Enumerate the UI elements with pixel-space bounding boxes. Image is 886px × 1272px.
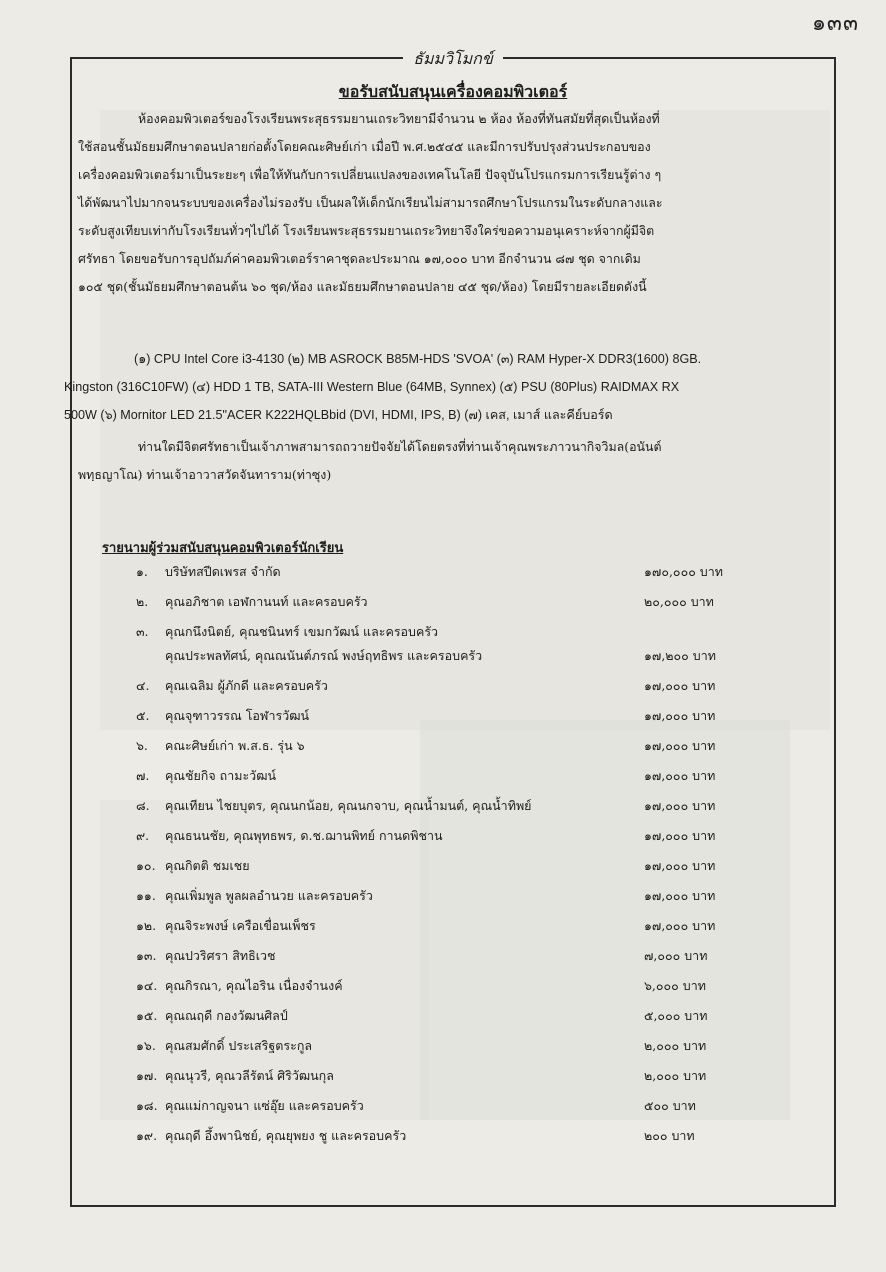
donor-name: คุณกิตติ ชมเชย: [165, 858, 250, 873]
donor-amount: ๑๗,๐๐๐ บาท: [644, 738, 716, 753]
donor-amount: ๑๗,๐๐๐ บาท: [644, 828, 716, 843]
donor-number: ๑๕.: [136, 1008, 158, 1023]
donor-name: คุณกิรณา, คุณไอริน เนื่องจำนงค์: [165, 978, 343, 993]
donor-amount: ๑๗,๐๐๐ บาท: [644, 858, 716, 873]
donor-name: คุณจิระพงษ์ เครือเขื่อนเพ็ชร: [165, 918, 316, 933]
donor-number: ๗.: [136, 768, 150, 783]
donor-row: [72, 1126, 832, 1150]
donor-name: คุณฤดี อึ้งพานิชย์, คุณยุพยง ชู และครอบครัว: [165, 1128, 407, 1143]
donor-number: ๒.: [136, 594, 149, 609]
donor-number: ๑.: [136, 564, 148, 579]
donor-number: ๑๖.: [136, 1038, 156, 1053]
header-title-text: ธัมมวิโมกข์: [403, 49, 503, 68]
donor-name: คณะศิษย์เก่า พ.ส.ธ. รุ่น ๖: [165, 738, 305, 753]
paragraph-line: พทฺธญาโณ) ท่านเจ้าอาวาสวัดจันทาราม(ท่าซุง): [78, 467, 332, 482]
donor-row: [72, 562, 832, 586]
donor-name: คุณนุวรี, คุณวลีรัตน์ ศิริวัฒนกุล: [165, 1068, 334, 1083]
donor-amount: ๑๗,๐๐๐ บาท: [644, 678, 716, 693]
donor-row: [72, 796, 832, 820]
donor-number: ๑๑.: [136, 888, 156, 903]
donor-amount: ๒๐,๐๐๐ บาท: [644, 594, 714, 609]
donor-amount: ๖,๐๐๐ บาท: [644, 978, 706, 993]
donor-row: [72, 622, 832, 663]
paragraph-line: เครื่องคอมพิวเตอร์มาเป็นระยะๆ เพื่อให้ทันกับการเปลี่ยนแปลงของเทคโนโลยี ปัจจุบันโปรแกรมการเรียนรู้ต่าง ๆ: [78, 167, 662, 182]
donor-number: ๙.: [136, 828, 150, 843]
donor-row: [72, 592, 832, 616]
donor-number: ๑๗.: [136, 1068, 158, 1083]
paragraph-line: ท่านใดมีจิตศรัทธาเป็นเจ้าภาพสามารถถวายปัจจัยได้โดยตรงที่ท่านเจ้าคุณพระภาวนากิจวิมล(อนันต์: [138, 439, 662, 454]
donor-amount: ๑๗,๐๐๐ บาท: [644, 918, 716, 933]
donor-row: [72, 976, 832, 1000]
donor-name: คุณเพิ่มพูล พูลผลอำนวย และครอบครัว: [165, 888, 373, 903]
donor-name: คุณสมศักดิ์ ประเสริฐตระกูล: [165, 1038, 313, 1053]
donor-name: คุณปวริศรา สิทธิเวช: [165, 948, 276, 963]
donor-name: คุณจุฑาวรรณ โอฬารวัฒน์: [165, 708, 310, 723]
paragraph-line: ระดับสูงเทียบเท่ากับโรงเรียนทั่วๆไปได้ โรงเรียนพระสุธรรมยานเถระวิทยาจึงใคร่ขอความอนุเคราะห์จากผู้มีจิต: [78, 223, 655, 238]
donor-number: ๖.: [136, 738, 148, 753]
donor-amount: ๕๐๐ บาท: [644, 1098, 696, 1113]
paragraph-line: ศรัทธา โดยขอรับการอุปถัมภ์ค่าคอมพิวเตอร์ราคาชุดละประมาณ ๑๗,๐๐๐ บาท อีกจำนวน ๘๗ ชุด จากเดิม: [78, 251, 641, 266]
donor-name-continued: คุณประพลทัศน์, คุณณนันต์ภรณ์ พงษ์ฤทธิพร และครอบครัว: [165, 648, 483, 663]
donor-row: [72, 1006, 832, 1030]
donor-name: บริษัทสปีดเพรส จำกัด: [165, 564, 281, 579]
main-title: ขอรับสนับสนุนเครื่องคอมพิวเตอร์: [338, 82, 568, 101]
donor-row: [72, 1036, 832, 1060]
page-number: ๑๓๓: [811, 11, 859, 36]
paragraph-line: ใช้สอนชั้นมัธยมศึกษาตอนปลายก่อตั้งโดยคณะศิษย์เก่า เมื่อปี พ.ศ.๒๕๔๕ และมีการปรับปรุงส่วนประกอบของ: [78, 139, 651, 154]
donor-name: คุณเทียน ไชยบุตร, คุณนกน้อย, คุณนกจาบ, คุณน้ำมนต์, คุณน้ำทิพย์: [165, 798, 532, 813]
paragraph-line: ห้องคอมพิวเตอร์ของโรงเรียนพระสุธรรมยานเถระวิทยามีจำนวน ๒ ห้อง ห้องที่ทันสมัยที่สุดเป็นห้องที่: [138, 111, 660, 126]
donor-row: [72, 766, 832, 790]
donor-name: คุณเฉลิม ผู้ภักดี และครอบครัว: [165, 678, 328, 693]
header-title: [72, 47, 834, 72]
computer-specs: [64, 345, 701, 429]
donor-number: ๑๙.: [136, 1128, 158, 1143]
donor-name: คุณอภิชาต เอฬกานนท์ และครอบครัว: [165, 594, 368, 609]
donor-number: ๘.: [136, 798, 150, 813]
donor-row: [72, 856, 832, 880]
paragraph-line: ๑๐๕ ชุด(ชั้นมัธยมศึกษาตอนต้น ๖๐ ชุด/ห้อง และมัธยมศึกษาตอนปลาย ๔๕ ชุด/ห้อง) โดยมีรายละเอียดดังนี้: [78, 279, 647, 294]
donor-row: [72, 736, 832, 760]
donor-amount: ๒,๐๐๐ บาท: [644, 1068, 707, 1083]
spec-line: 500W (๖) Mornitor LED 21.5"ACER K222HQLBbid (DVI, HDMI, IPS, B) (๗) เคส, เมาส์ และคีย์บอร์ด: [64, 408, 613, 422]
article-frame: [64, 49, 836, 1207]
donor-number: ๑๓.: [136, 948, 157, 963]
donor-amount: ๒,๐๐๐ บาท: [644, 1038, 707, 1053]
donor-amount: ๑๗,๐๐๐ บาท: [644, 768, 716, 783]
donor-amount: ๑๗,๐๐๐ บาท: [644, 888, 716, 903]
donor-name: คุณแม่กาญจนา แซ่อุ๊ย และครอบครัว: [165, 1098, 364, 1113]
donor-number: ๔.: [136, 678, 150, 693]
donor-name: คุณชัยกิจ ถามะวัฒน์: [165, 768, 277, 783]
donor-number: ๕.: [136, 708, 150, 723]
spec-line: (๑) CPU Intel Core i3-4130 (๒) MB ASROCK B85M-HDS 'SVOA' (๓) RAM Hyper-X DDR3(1600) 8GB.: [134, 352, 702, 366]
donor-amount: ๑๗,๐๐๐ บาท: [644, 708, 716, 723]
donation-paragraph: [78, 433, 662, 489]
donor-row: [72, 826, 832, 850]
spec-line: Kingston (316C10FW) (๔) HDD 1 TB, SATA-III Western Blue (64MB, Synnex) (๕) PSU (80Plus) RAIDMAX RX: [64, 380, 680, 394]
donor-number: ๑๔.: [136, 978, 158, 993]
donor-row: [72, 916, 832, 940]
donor-list-heading: รายนามผู้ร่วมสนับสนุนคอมพิวเตอร์นักเรียน: [102, 541, 344, 556]
donor-amount: ๑๗,๒๐๐ บาท: [644, 648, 716, 663]
donor-amount: ๑๗,๐๐๐ บาท: [644, 798, 716, 813]
donor-row: [72, 886, 832, 910]
donor-amount: ๗,๐๐๐ บาท: [644, 948, 708, 963]
donor-amount: ๕,๐๐๐ บาท: [644, 1008, 708, 1023]
donor-amount: ๑๗๐,๐๐๐ บาท: [644, 564, 723, 579]
donor-row: [72, 1096, 832, 1120]
donor-number: ๑๘.: [136, 1098, 158, 1113]
donor-number: ๑๒.: [136, 918, 157, 933]
donor-row: [72, 676, 832, 700]
intro-paragraph: [78, 105, 662, 301]
donor-number: ๓.: [136, 624, 149, 639]
donor-row: [72, 1066, 832, 1090]
donor-number: ๑๐.: [136, 858, 156, 873]
paragraph-line: ได้พัฒนาไปมากจนระบบของเครื่องไม่รองรับ เป็นผลให้เด็กนักเรียนไม่สามารถศึกษาโปรแกรมในระดับกลางและ: [78, 195, 663, 210]
donor-row: [72, 706, 832, 730]
donor-name: คุณณฤดี กองวัฒนศิลป์: [165, 1008, 288, 1023]
donor-name: คุณธนนชัย, คุณพุทธพร, ด.ช.ฌานพิทย์ กานดพิชาน: [165, 828, 443, 843]
donor-name: คุณกนึงนิตย์, คุณชนินทร์ เขมกวัฒน์ และครอบครัว: [165, 624, 439, 639]
donor-row: [72, 946, 832, 970]
donor-amount: ๒๐๐ บาท: [644, 1128, 695, 1143]
